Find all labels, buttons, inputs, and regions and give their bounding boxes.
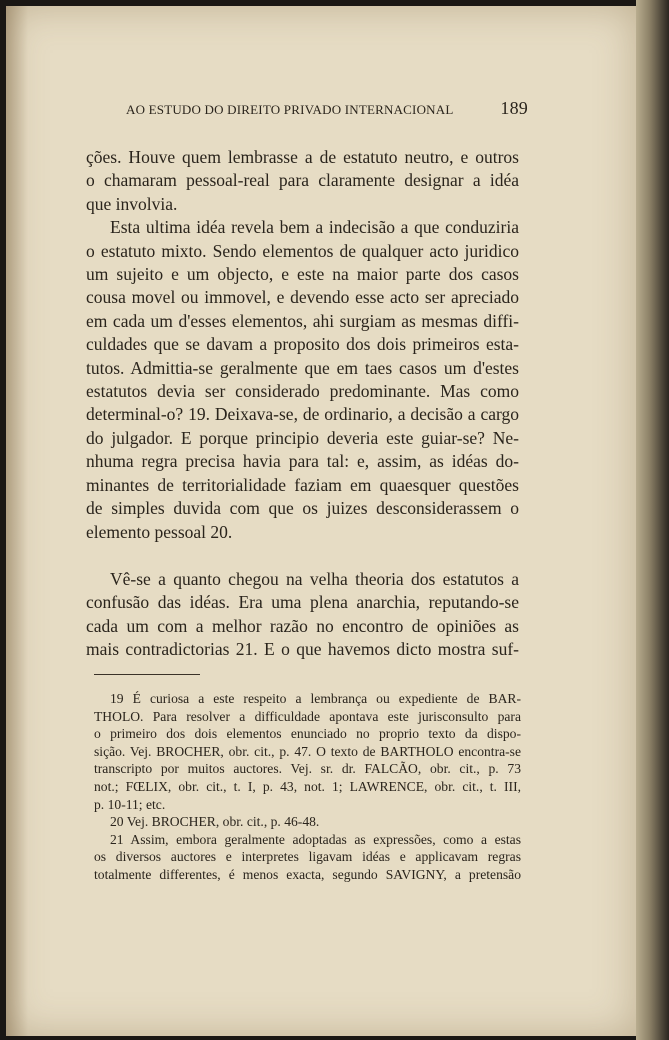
footnote-line: p. 10-11; etc. (94, 796, 166, 812)
text-line: um sujeito e um objecto, e este na maior parte dos casos (86, 264, 519, 285)
footnotes (94, 690, 521, 884)
text-line: em cada um d'esses elementos, ahi surgiam as mesmas diffi- (86, 310, 519, 331)
text-line: cada um com a melhor razão no encontro de opiniões as (86, 615, 519, 636)
footnote-line: THOLO. Para resolver a difficuldade apontava este jurisconsulto para (94, 708, 521, 724)
running-title: AO ESTUDO DO DIREITO PRIVADO INTERNACIONAL (126, 102, 454, 117)
footnote-line: os diversos auctores e interpretes ligavam idéas e applicavam regras (94, 849, 521, 865)
book-page (6, 6, 636, 1036)
footnote-rule (94, 674, 200, 675)
text-line: elemento pessoal 20. (86, 521, 233, 542)
text-line: o chamaram pessoal-real para claramente designar a idéa (86, 170, 519, 191)
text-line: de simples duvida com que os juizes desconsiderassem o (86, 498, 519, 519)
footnote-line: 20 Vej. BROCHER, obr. cit., p. 46-48. (110, 814, 320, 830)
text-line: determinal-o? 19. Deixava-se, de ordinario, a decisão a cargo (86, 404, 519, 425)
text-line: minantes de territorialidade faziam em quaesquer questões (86, 474, 519, 495)
text-line: ções. Houve quem lembrasse a de estatuto neutro, e outros (86, 147, 519, 167)
footnote-line: transcripto por muitos auctores. Vej. sr. dr. FALCÃO, obr. cit., p. 73 (94, 761, 521, 777)
text-line: cousa movel ou immovel, e devendo esse acto ser apreciado (86, 287, 519, 308)
text-line: mais contradictorias 21. E o que havemos dicto mostra suf- (86, 639, 519, 660)
text-line: estatutos devia ser considerado predominante. Mas como (86, 381, 519, 402)
footnote-line: 21 Assim, embora geralmente adoptadas as expressões, como a estas (110, 831, 521, 847)
text-line: tutos. Admittia-se geralmente que em taes casos um d'estes (86, 357, 519, 378)
footnote-line: sição. Vej. BROCHER, obr. cit., p. 47. O texto de BARTHOLO encontra-se (94, 743, 521, 759)
text-line: confusão das idéas. Era uma plena anarchia, reputando-se (86, 592, 519, 613)
text-line: do julgador. E porque principio deveria este guiar-se? Ne- (86, 427, 519, 448)
footnote-line: o primeiro dos dois elementos enunciado no proprio texto da dispo- (94, 726, 521, 742)
footnote-line: totalmente differentes, é menos exacta, segundo SAVIGNY, a pretensão (94, 866, 521, 882)
page-number: 189 (500, 98, 528, 118)
paragraph-gap (86, 544, 519, 568)
running-head (126, 98, 528, 118)
text-line: Vê-se a quanto chegou na velha theoria dos estatutos a (110, 568, 519, 589)
main-text (86, 146, 519, 662)
text-line: culdades que se davam a proposito dos dois primeiros esta- (86, 334, 519, 355)
text-line: que involvia. (86, 193, 178, 214)
footnote-line: not.; FŒLIX, obr. cit., t. I, p. 43, not. 1; LAWRENCE, obr. cit., t. III, (94, 778, 521, 794)
footnote-line: 19 É curiosa a este respeito a lembrança ou expediente de BAR- (110, 691, 521, 706)
text-line: Esta ultima idéa revela bem a indecisão a que conduziria (110, 217, 519, 238)
text-line: nhuma regra precisa havia para tal: e, assim, as idéas do- (86, 451, 519, 472)
book-page-edge (636, 0, 669, 1040)
text-line: o estatuto mixto. Sendo elementos de qualquer acto juridico (86, 240, 519, 261)
